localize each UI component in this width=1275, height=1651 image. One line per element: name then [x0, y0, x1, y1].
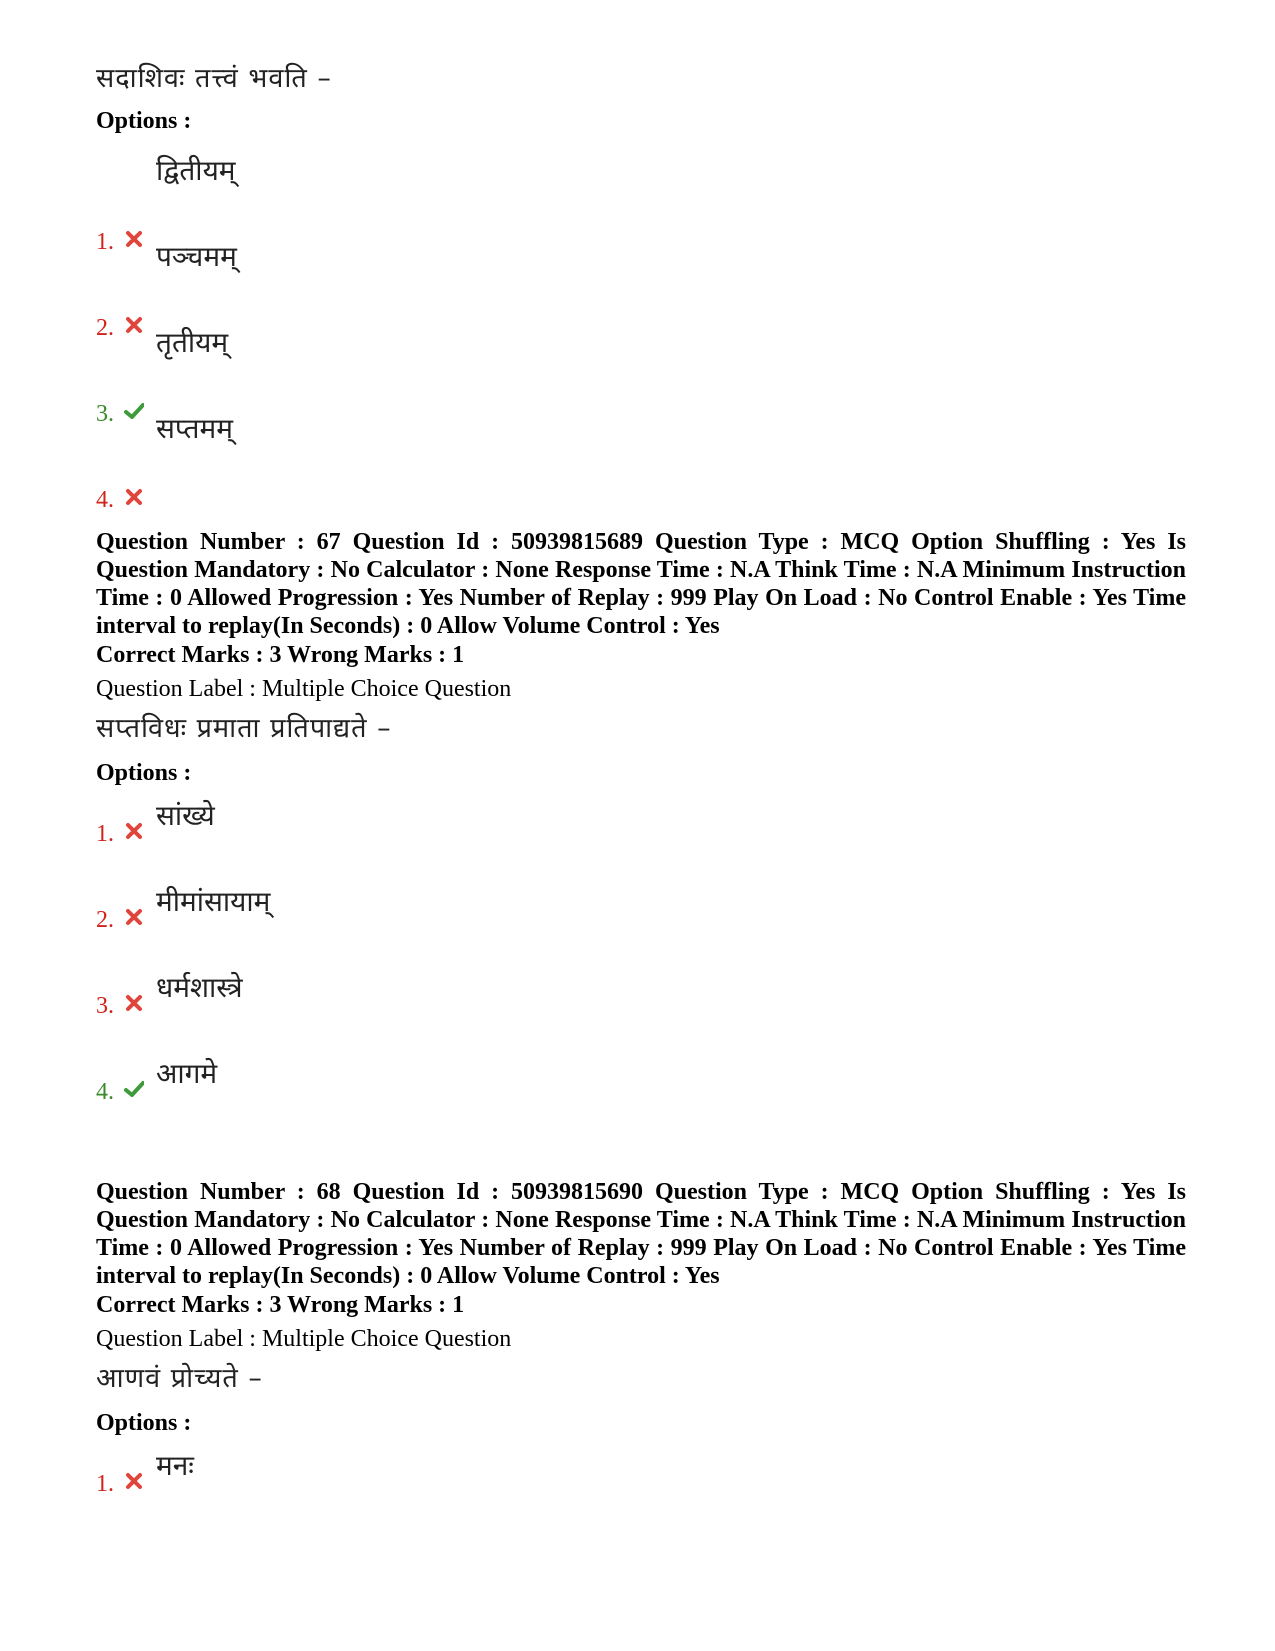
- option-text: पञ्चमम्: [156, 240, 237, 273]
- option-number: 4.: [96, 1079, 114, 1105]
- cross-icon: [124, 316, 144, 334]
- option-text: मीमांसायाम्: [156, 885, 271, 918]
- question-text: आणवं प्रोच्यते –: [96, 1363, 263, 1394]
- question-meta: Question Number : 68 Question Id : 50939815690 Question Type : MCQ Option Shuffling : Yes Is Question Mandatory : No Calculator : None Response Time : N.A Think Time : N.A Minimum Instruction Time : 0 Allowed Progression : Yes Number of Replay : 999 Play On Load : No Control Enable : Yes Time interval to replay(In Seconds) : 0 Allow Volume Control : Yes: [96, 1179, 1186, 1289]
- option-4: [96, 1046, 696, 1106]
- question-meta: Question Number : 67 Question Id : 50939815689 Question Type : MCQ Option Shuffling : Yes Is Question Mandatory : No Calculator : None Response Time : N.A Think Time : N.A Minimum Instruction Time : 0 Allowed Progression : Yes Number of Replay : 999 Play On Load : No Control Enable : Yes Time interval to replay(In Seconds) : 0 Allow Volume Control : Yes: [96, 529, 1186, 639]
- option-text: द्वितीयम्: [156, 154, 236, 187]
- option-number: 2.: [96, 315, 114, 341]
- option-number: 4.: [96, 487, 114, 513]
- option-text: मनः: [156, 1449, 194, 1482]
- check-icon: [124, 402, 144, 420]
- option-number: 1.: [96, 821, 114, 847]
- options-label: Options :: [96, 760, 192, 786]
- option-text: तृतीयम्: [156, 326, 229, 359]
- question-block-68: [96, 1178, 1186, 1497]
- options-label: Options :: [96, 108, 192, 134]
- cross-icon: [124, 994, 144, 1012]
- question-label: Question Label : Multiple Choice Question: [96, 1326, 512, 1352]
- option-3: [96, 960, 696, 1020]
- question-label: Question Label : Multiple Choice Question: [96, 676, 512, 702]
- option-number: 2.: [96, 907, 114, 933]
- options-label: Options :: [96, 1410, 192, 1436]
- option-number: 3.: [96, 401, 114, 427]
- option-text: सांख्ये: [156, 799, 215, 832]
- option-4: [96, 412, 696, 514]
- option-number: 1.: [96, 1471, 114, 1497]
- cross-icon: [124, 1472, 144, 1490]
- cross-icon: [124, 908, 144, 926]
- question-text: सदाशिवः तत्त्वं भवति –: [96, 63, 332, 94]
- cross-icon: [124, 822, 144, 840]
- option-text: धर्मशास्त्रे: [156, 971, 243, 1004]
- option-text: सप्तमम्: [156, 412, 234, 445]
- cross-icon: [124, 230, 144, 248]
- option-number: 3.: [96, 993, 114, 1019]
- option-1: [96, 1438, 696, 1498]
- cross-icon: [124, 488, 144, 506]
- question-block-67: [96, 528, 1186, 1105]
- check-icon: [124, 1080, 144, 1098]
- question-text: सप्तविधः प्रमाता प्रतिपाद्यते –: [96, 713, 392, 744]
- marks-line: Correct Marks : 3 Wrong Marks : 1: [96, 1292, 465, 1318]
- option-2: [96, 874, 696, 934]
- marks-line: Correct Marks : 3 Wrong Marks : 1: [96, 642, 465, 668]
- option-number: 1.: [96, 229, 114, 255]
- option-text: आगमे: [156, 1057, 218, 1090]
- option-1: [96, 788, 696, 848]
